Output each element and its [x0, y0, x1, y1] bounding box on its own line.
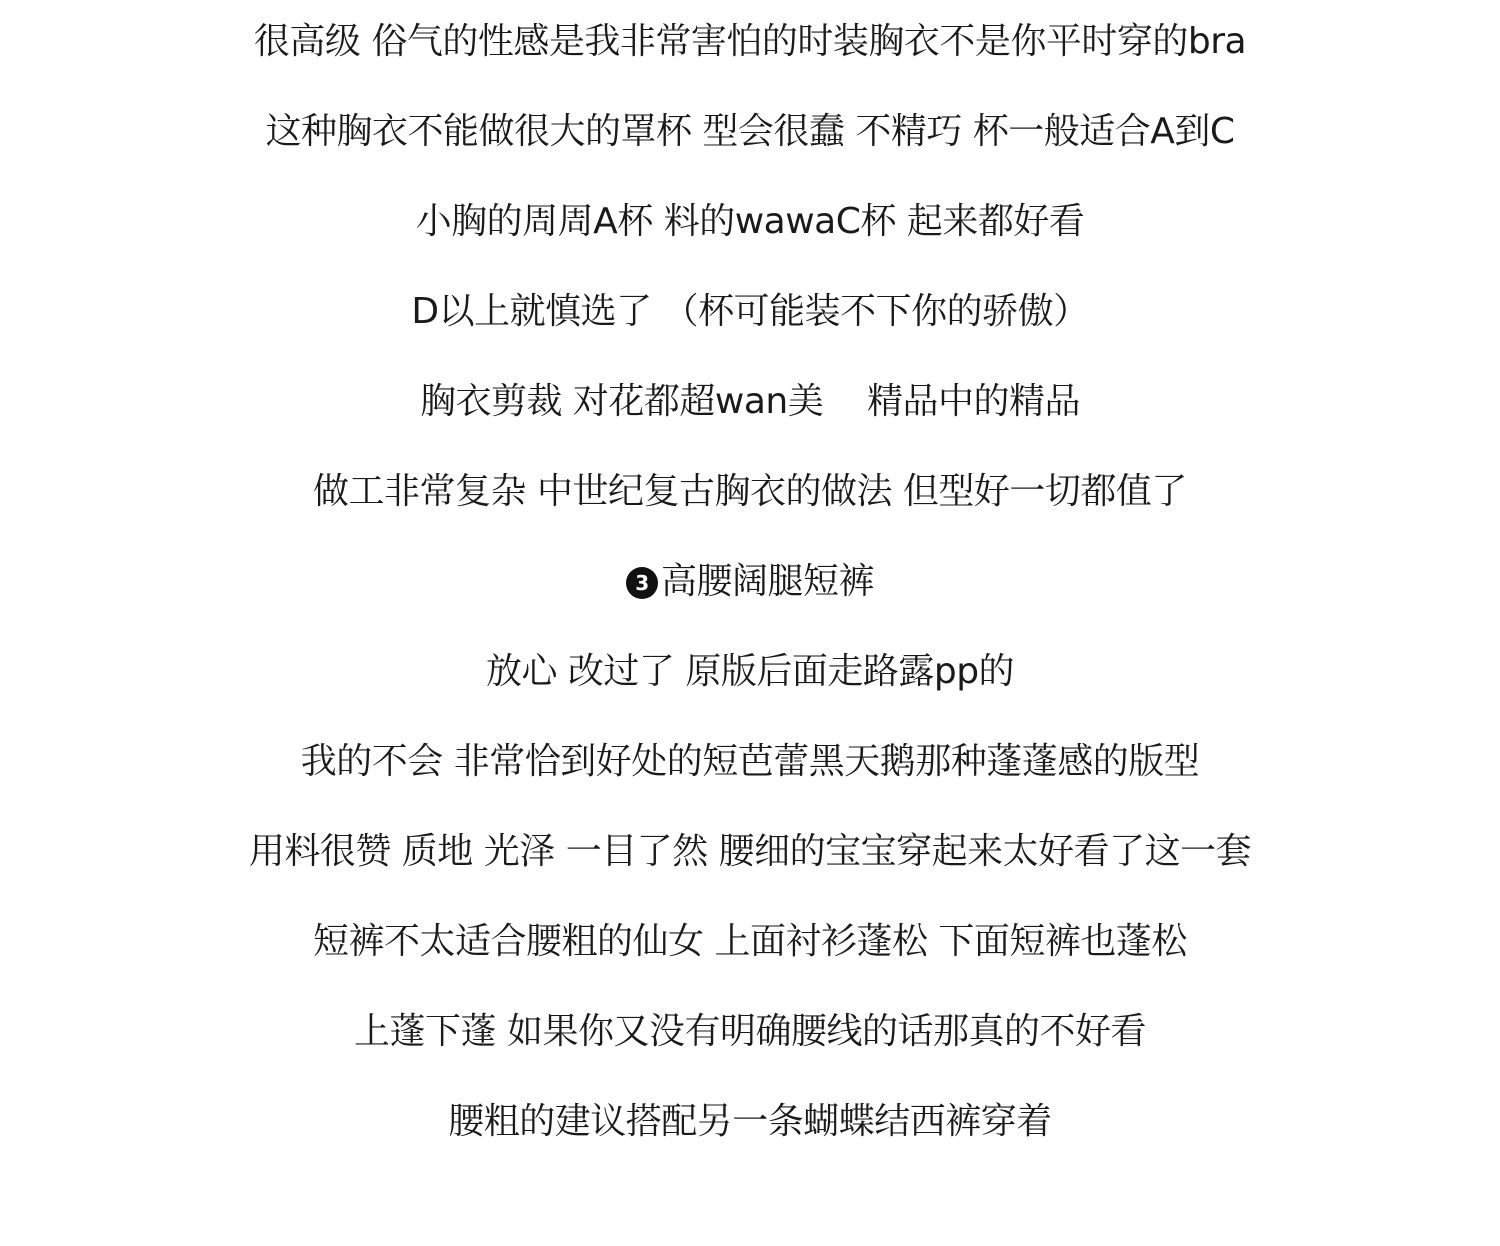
number-badge-icon: 3: [626, 567, 658, 599]
text-line: 我的不会 非常恰到好处的短芭蕾黑天鹅那种蓬蓬感的版型: [300, 741, 1200, 782]
section-heading: [0, 552, 1500, 612]
text-line: 放心 改过了 原版后面走路露pp的: [485, 651, 1015, 692]
text-line: 很高级 俗气的性感是我非常害怕的时装胸衣不是你平时穿的bra: [253, 21, 1247, 62]
text-line: 短裤不太适合腰粗的仙女 上面衬衫蓬松 下面短裤也蓬松: [313, 921, 1187, 962]
text-line: 做工非常复杂 中世纪复古胸衣的做法 但型好一切都值了: [313, 471, 1187, 512]
text-line: 用料很赞 质地 光泽 一目了然 腰细的宝宝穿起来太好看了这一套: [248, 831, 1252, 872]
text-line: 胸衣剪裁 对花都超wan美 精品中的精品: [419, 381, 1081, 422]
text-line: D以上就慎选了 （杯可能装不下你的骄傲）: [411, 291, 1089, 332]
text-line: 小胸的周周A杯 料的wawaC杯 起来都好看: [415, 201, 1085, 242]
text-line: 上蓬下蓬 如果你又没有明确腰线的话那真的不好看: [354, 1011, 1146, 1052]
section-heading-label: 高腰阔腿短裤: [660, 561, 874, 602]
text-line: 腰粗的建议搭配另一条蝴蝶结西裤穿着: [448, 1101, 1052, 1142]
text-line: 这种胸衣不能做很大的罩杯 型会很蠢 不精巧 杯一般适合A到C: [265, 111, 1235, 152]
